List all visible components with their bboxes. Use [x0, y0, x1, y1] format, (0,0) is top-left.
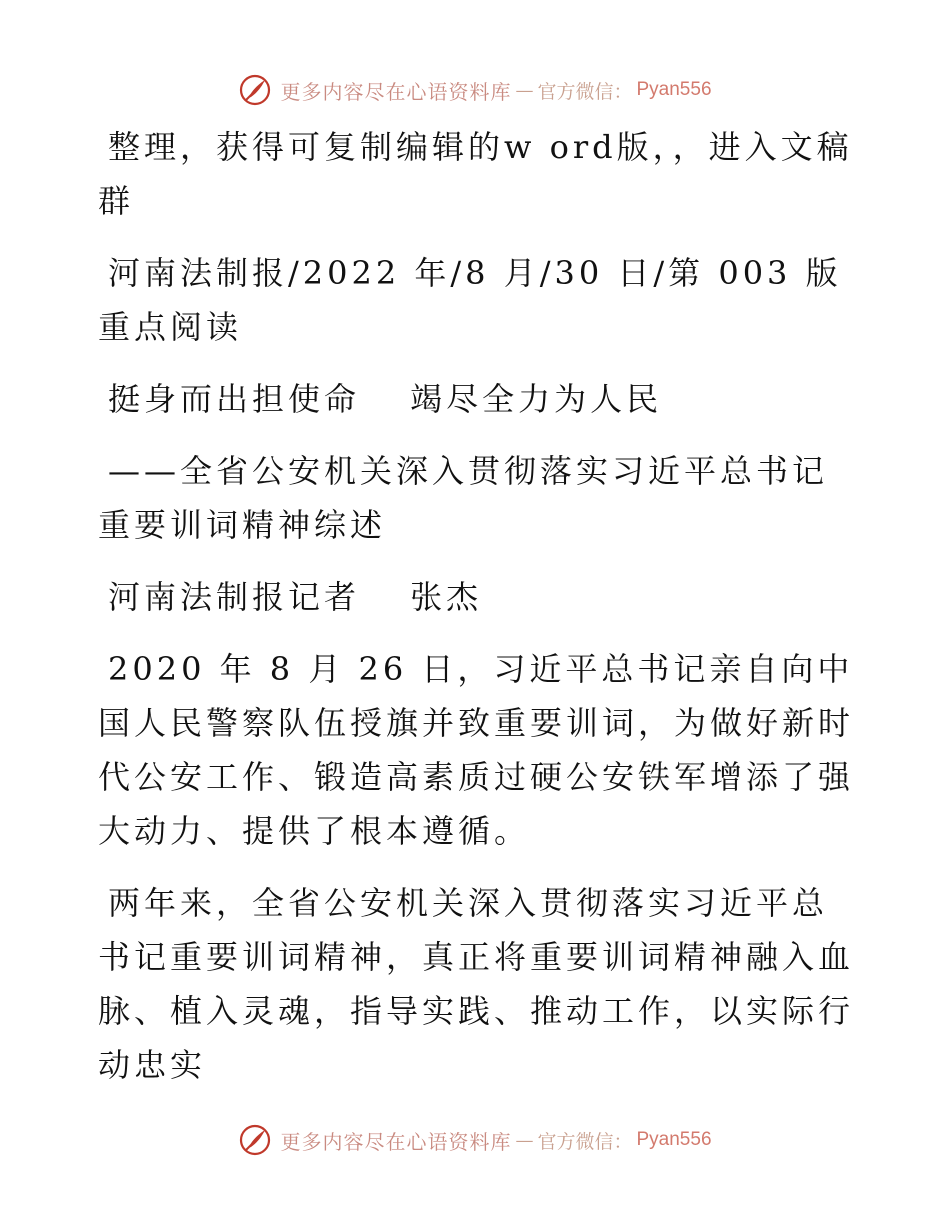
- footer-site-text: 更多内容尽在心语资料库: [280, 1129, 512, 1154]
- header-watermark-banner: [0, 70, 950, 110]
- header-site-text: 更多内容尽在心语资料库: [280, 79, 512, 104]
- quill-logo-icon: [238, 1123, 272, 1157]
- footer-watermark-banner: [0, 1120, 950, 1160]
- footer-separator: —: [515, 1129, 534, 1151]
- header-wechat-label: 官方微信：: [537, 80, 633, 103]
- intro-note-paragraph: 整理，获得可复制编辑的w ord版，，进入文稿群: [98, 128, 853, 220]
- quill-logo-icon: [238, 73, 272, 107]
- footer-wechat-id: Pyan556: [636, 1129, 712, 1150]
- body-paragraph-2: 两年来，全省公安机关深入贯彻落实习近平总书记重要训词精神，真正将重要训词精神融入血脉、植入灵魂，指导实践、推动工作，以实际行动忠实: [98, 884, 855, 1084]
- document-body: [98, 120, 858, 1110]
- byline: 河南法制报记者 张杰: [108, 578, 483, 616]
- article-title: 挺身而出担使命 竭尽全力为人民: [108, 380, 663, 418]
- footer-wechat-label: 官方微信：: [537, 1130, 633, 1153]
- body-paragraph-1: 2020 年 8 月 26 日，习近平总书记亲自向中国人民警察队伍授旗并致重要训词，为做好新时代公安工作、锻造高素质过硬公安铁军增添了强大动力、提供了根本遵循。: [98, 650, 855, 850]
- header-separator: —: [515, 79, 534, 101]
- source-line-paragraph: 河南法制报/2022 年/8 月/30 日/第 003 版重点阅读: [98, 254, 842, 346]
- header-wechat-id: Pyan556: [636, 79, 712, 100]
- article-subtitle: ——全省公安机关深入贯彻落实习近平总书记重要训词精神综述: [98, 452, 829, 544]
